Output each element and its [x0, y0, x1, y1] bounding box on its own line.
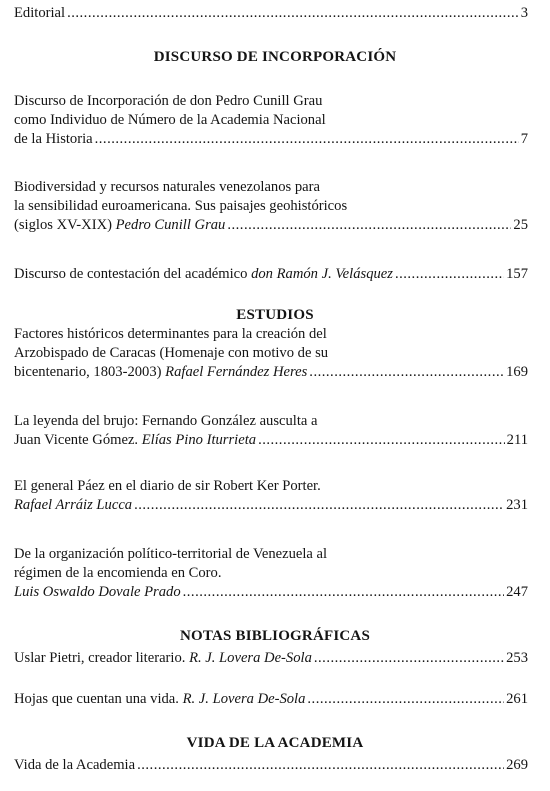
toc-entry-vida-academia	[14, 756, 528, 775]
entry-line: El general Páez en el diario de sir Robert Ker Porter.	[14, 478, 321, 494]
dot-leader	[307, 690, 504, 709]
entry-line: la sensibilidad euroamericana. Sus paisajes geohistóricos	[14, 198, 348, 214]
toc-entry-biodiversidad	[14, 178, 528, 235]
page-number: 25	[513, 217, 528, 233]
section-heading-vida: VIDA DE LA ACADEMIA	[186, 735, 364, 751]
toc-entry-contestacion	[14, 265, 528, 284]
section-heading-estudios: ESTUDIOS	[236, 307, 314, 323]
entry-author: R. J. Lovera De-Sola	[189, 650, 312, 666]
entry-line: como Individuo de Número de la Academia Nacional	[14, 112, 326, 128]
entry-line: (siglos XV-XIX)	[14, 217, 112, 233]
entry-line: Uslar Pietri, creador literario.	[14, 650, 186, 666]
page-number: 231	[506, 497, 528, 513]
entry-line: Hojas que cuentan una vida.	[14, 691, 179, 707]
entry-line: de la Historia	[14, 131, 93, 147]
entry-author: Elías Pino Iturrieta	[141, 432, 257, 448]
section-heading-discurso: DISCURSO DE INCORPORACIÓN	[153, 49, 397, 65]
entry-line: Factores históricos determinantes para la creación del	[14, 326, 327, 342]
dot-leader	[183, 583, 504, 602]
page-number: 211	[506, 432, 528, 448]
entry-line: Arzobispado de Caracas (Homenaje con motivo de su	[14, 345, 329, 361]
entry-title: Vida de la Academia	[14, 757, 136, 773]
entry-line: régimen de la encomienda en Coro.	[14, 565, 222, 581]
entry-author: Rafael Arráiz Lucca	[14, 497, 133, 513]
toc-entry-discurso-incorporacion	[14, 92, 528, 149]
dot-leader	[258, 431, 505, 450]
entry-author: don Ramón J. Velásquez	[251, 266, 393, 282]
entry-line: bicentenario, 1803-2003)	[14, 364, 162, 380]
entry-author: Luis Oswaldo Dovale Prado	[14, 584, 181, 600]
toc-entry-general-paez	[14, 477, 528, 515]
dot-leader	[309, 363, 504, 382]
page-number: 169	[506, 364, 528, 380]
toc-entry-leyenda-del-brujo	[14, 412, 528, 450]
page-number: 3	[520, 5, 528, 21]
page-number: 261	[506, 691, 528, 707]
page-number: 7	[520, 131, 528, 147]
entry-line: De la organización político-territorial de Venezuela al	[14, 546, 328, 562]
dot-leader	[395, 265, 504, 284]
toc-entry-hojas-que-cuentan	[14, 690, 528, 709]
page-number: 157	[506, 266, 528, 282]
entry-line: Juan Vicente Gómez.	[14, 432, 139, 448]
toc-entry-editorial	[14, 4, 528, 23]
entry-line: Biodiversidad y recursos naturales venezolanos para	[14, 179, 320, 195]
page-number: 253	[506, 650, 528, 666]
dot-leader	[137, 756, 504, 775]
page-number: 247	[506, 584, 528, 600]
entry-author: Pedro Cunill Grau	[115, 217, 226, 233]
dot-leader	[67, 4, 519, 23]
entry-line: Discurso de Incorporación de don Pedro Cunill Grau	[14, 93, 323, 109]
dot-leader	[134, 496, 504, 515]
entry-line: La leyenda del brujo: Fernando González ausculta a	[14, 413, 318, 429]
dot-leader	[227, 216, 511, 235]
dot-leader	[95, 130, 519, 149]
toc-entry-organizacion-politico-territorial	[14, 545, 528, 602]
section-heading-notas: NOTAS BIBLIOGRÁFICAS	[179, 628, 370, 644]
entry-line: Discurso de contestación del académico	[14, 266, 248, 282]
toc-entry-factores-historicos	[14, 325, 528, 382]
entry-author: R. J. Lovera De-Sola	[182, 691, 306, 707]
entry-author: Rafael Fernández Heres	[165, 364, 308, 380]
dot-leader	[314, 649, 504, 668]
page-number: 269	[506, 757, 528, 773]
entry-title: Editorial	[14, 5, 66, 21]
toc-entry-uslar-pietri	[14, 649, 528, 668]
